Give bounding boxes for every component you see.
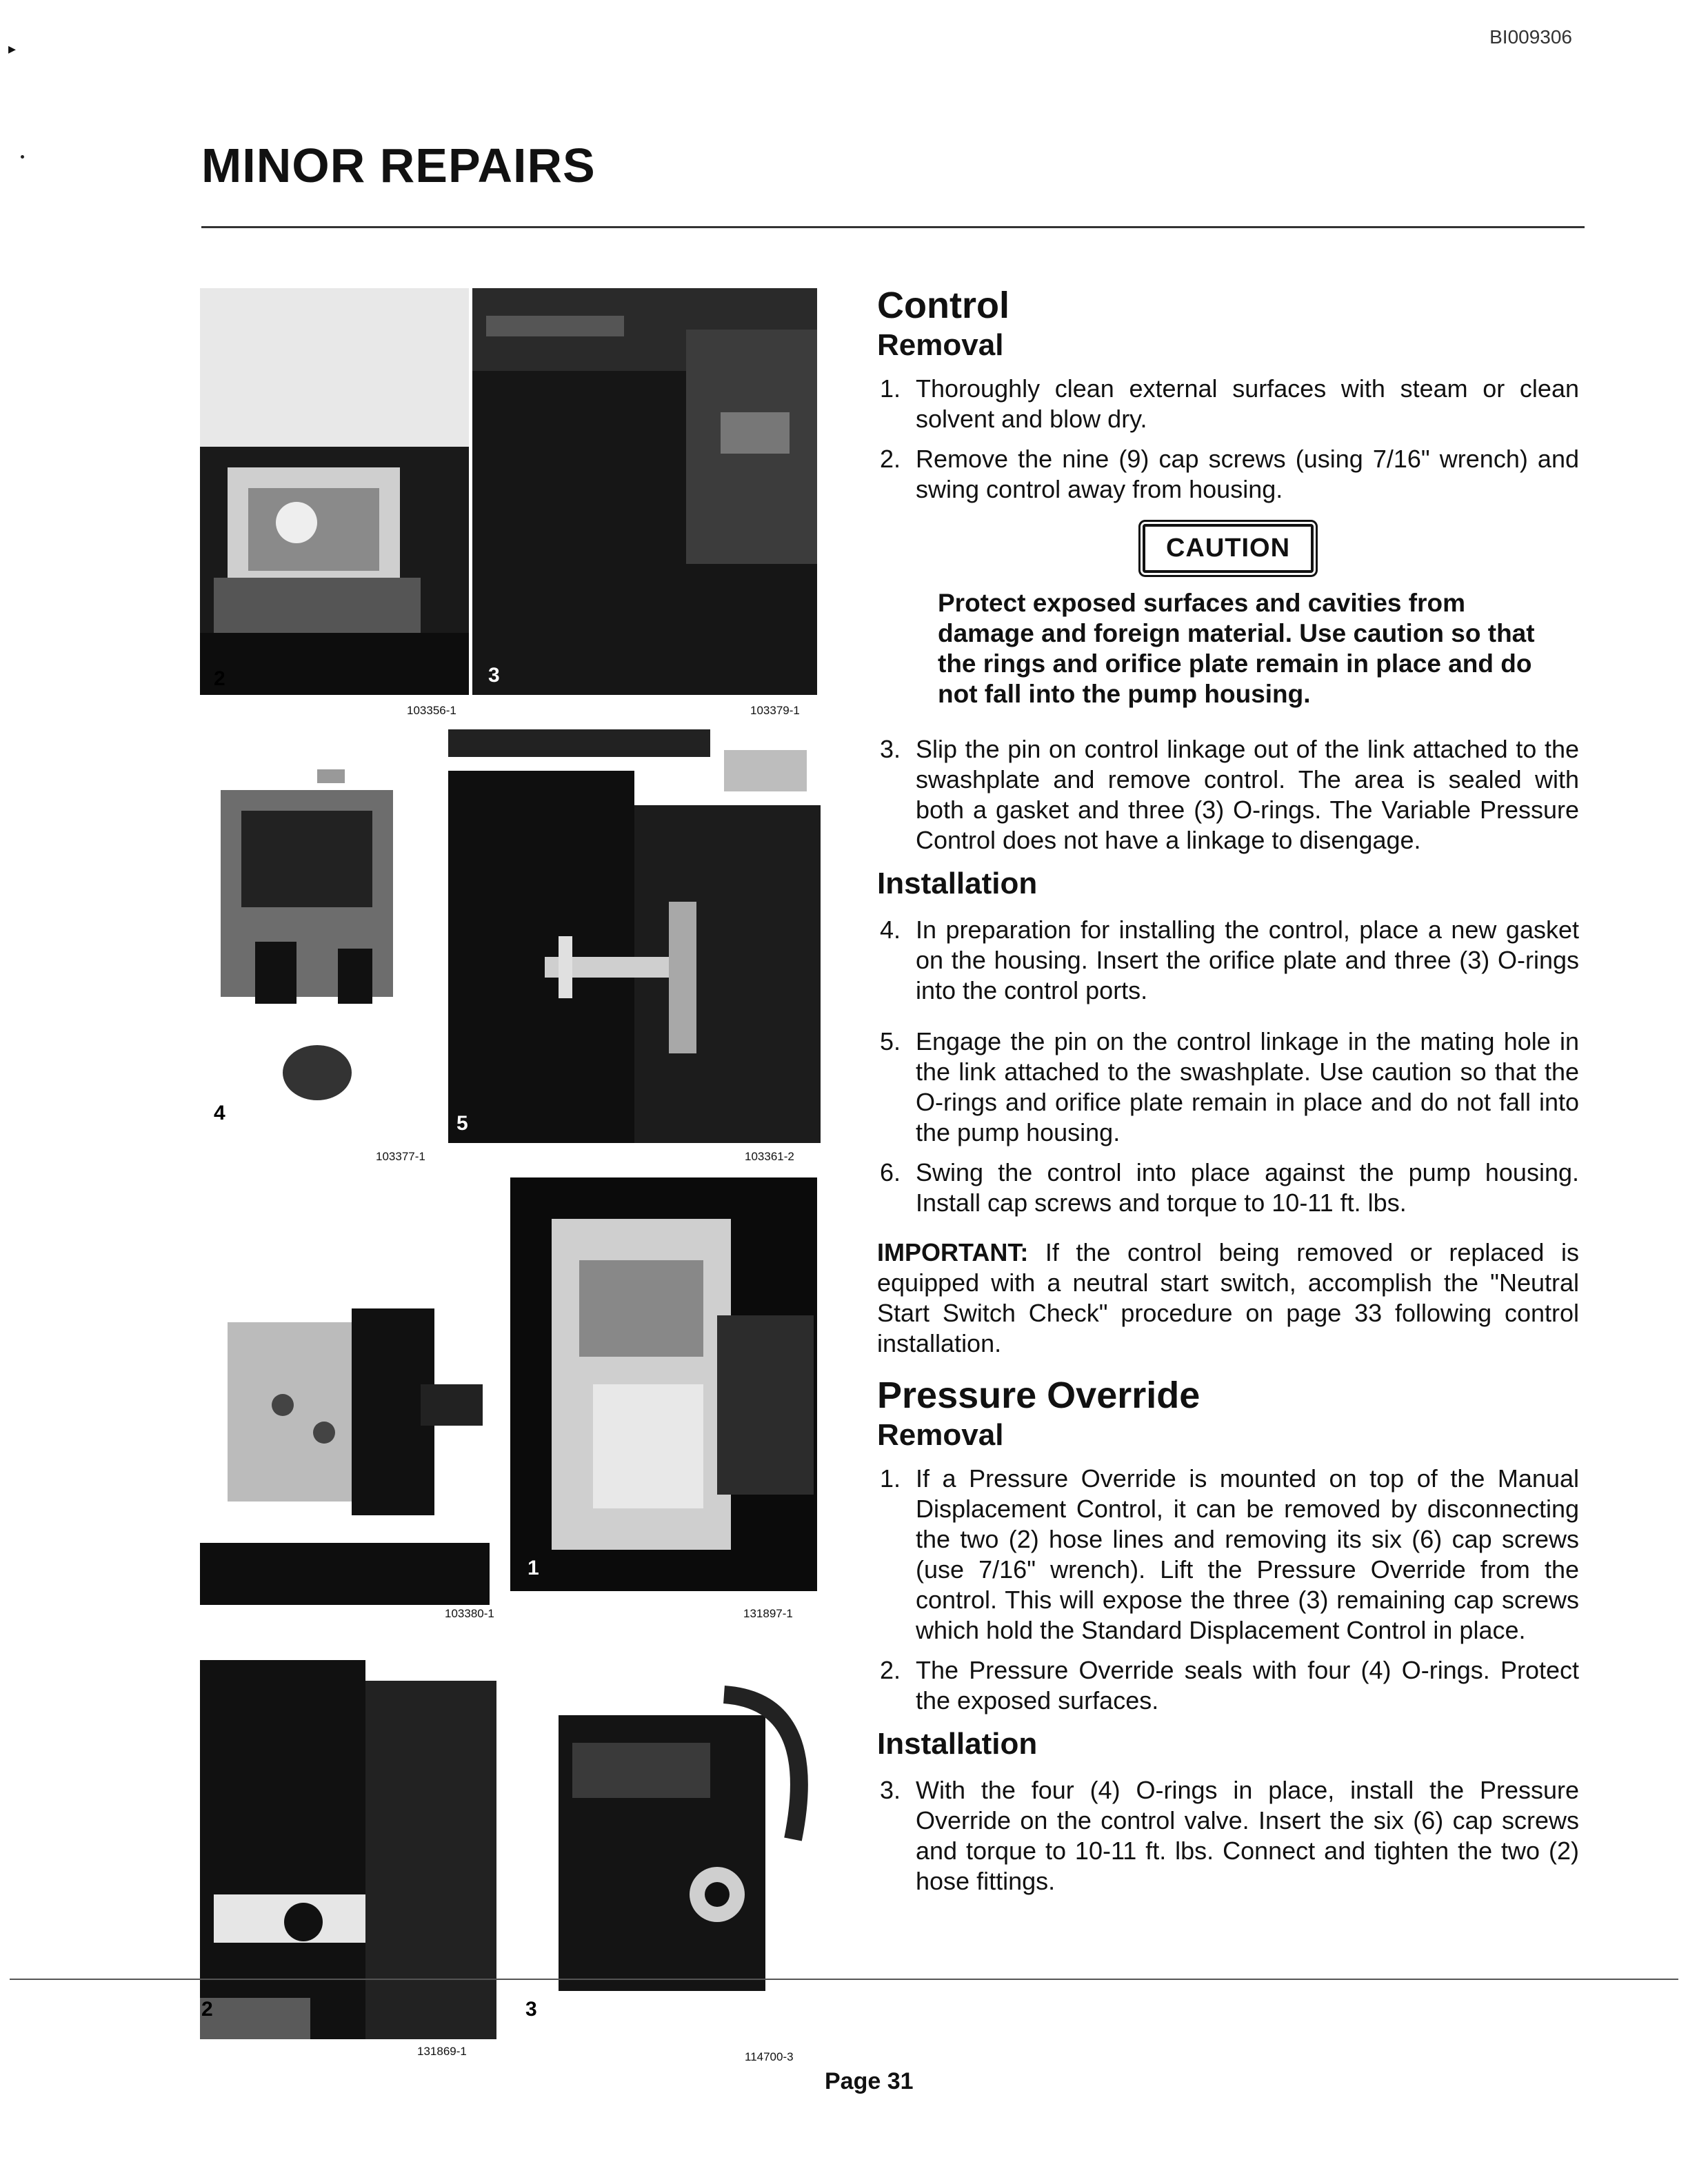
caution-text: Protect exposed surfaces and cavities from damage and foreign material. Use caution so that the rings and orifice plate remain in place and do not fall into the pump housing. <box>938 589 1535 708</box>
important-text: If the control being removed or replaced is equipped with a neutral start switch, accomplish the "Neutral Start Switch Check" procedure on page 33 following control installation. <box>877 1238 1579 1357</box>
bottom-divider <box>10 1979 1678 1980</box>
photo-swashplate-link <box>448 729 821 1143</box>
photo-code: 103377-1 <box>376 1150 425 1163</box>
photo-grid <box>179 288 827 2074</box>
step: 1. Thoroughly clean external surfaces with steam or clean solvent and blow dry. <box>880 374 1579 433</box>
photo-pressure-override-top <box>510 1177 817 1591</box>
photo-number: 4 <box>214 1102 225 1124</box>
control-installation-steps <box>877 915 1579 1218</box>
override-installation-steps <box>877 1775 1579 1897</box>
step: 3. With the four (4) O-rings in place, install the Pressure Override on the control valve. Insert the six (6) cap screws and torque to 10-11 ft. lbs. Connect and tighten the two (2) hose fittings. <box>880 1776 1579 1895</box>
photo-control-on-pump <box>200 288 469 695</box>
margin-arrow-icon: ▸ <box>8 40 17 57</box>
text-column <box>877 284 1579 1897</box>
photo-code: 114700-3 <box>745 2050 794 2063</box>
step: 3. Slip the pin on control linkage out of the link attached to the swashplate and remove control. The area is sealed with both a gasket and three (3) O-rings. The Variable Pressure Control does not have a linkage to disengage. <box>880 735 1579 854</box>
photo-control-parts <box>200 735 462 1149</box>
page-number: Page 31 <box>825 2068 914 2094</box>
step: 1. If a Pressure Override is mounted on top of the Manual Displacement Control, it can be removed by disconnecting the two (2) hose lines and removing its six (6) cap screws (use 7/16" wrench). Lift the Pressure Override from the control. This will expose the three (3) remaining cap screws which hold the Standard Displacement Control in place. <box>880 1464 1579 1644</box>
photo-number: 2 <box>201 1998 213 2021</box>
page-title: MINOR REPAIRS <box>201 139 596 192</box>
photo-code: 131897-1 <box>743 1607 793 1620</box>
section-heading-pressure-override: Pressure Override <box>877 1375 1200 1416</box>
step: 5. Engage the pin on the control linkage in the mating hole in the link attached to the swashplate. Use caution so that the O-rings and orifice plate remain in place and do not fall into the pump housing. <box>880 1027 1579 1146</box>
photo-number: 3 <box>525 1998 537 2021</box>
photo-number: 2 <box>214 667 225 690</box>
document-id: BI009306 <box>1489 26 1572 48</box>
important-note <box>877 1237 1579 1359</box>
subheading-installation: Installation <box>877 1727 1038 1761</box>
subheading-removal: Removal <box>877 328 1004 362</box>
control-removal-step-3 <box>877 734 1579 856</box>
photo-code: 131869-1 <box>417 2045 467 2058</box>
photo-code: 103379-1 <box>750 704 800 717</box>
title-divider <box>201 226 1585 228</box>
photo-number: 3 <box>488 664 500 687</box>
subheading-installation: Installation <box>877 867 1038 900</box>
photo-number: 5 <box>456 1112 468 1135</box>
caution-banner <box>877 524 1579 573</box>
section-heading-control: Control <box>877 285 1009 326</box>
photo-code: 103361-2 <box>745 1150 794 1163</box>
override-removal-steps <box>877 1464 1579 1716</box>
step: 2. The Pressure Override seals with four (4) O-rings. Protect the exposed surfaces. <box>880 1656 1579 1715</box>
photo-code: 103380-1 <box>445 1607 494 1620</box>
step: 2. Remove the nine (9) cap screws (using 7/16" wrench) and swing control away from housing. <box>880 445 1579 503</box>
photo-pressure-override-side <box>200 1184 490 1605</box>
control-removal-steps <box>877 374 1579 505</box>
photo-control-removed <box>472 288 817 695</box>
photo-number: 1 <box>528 1557 539 1579</box>
step: 6. Swing the control into place against the pump housing. Install cap screws and torque to 10-11 ft. lbs. <box>880 1158 1579 1217</box>
photo-code: 103356-1 <box>407 704 456 717</box>
margin-dot <box>21 155 24 159</box>
step: 4. In preparation for installing the control, place a new gasket on the housing. Insert the orifice plate and three (3) O-rings into the control ports. <box>880 916 1579 1004</box>
photo-override-installed <box>503 1632 817 2025</box>
important-label: IMPORTANT: <box>877 1238 1029 1266</box>
caution-label: CAUTION <box>1143 524 1314 573</box>
subheading-removal: Removal <box>877 1418 1004 1452</box>
